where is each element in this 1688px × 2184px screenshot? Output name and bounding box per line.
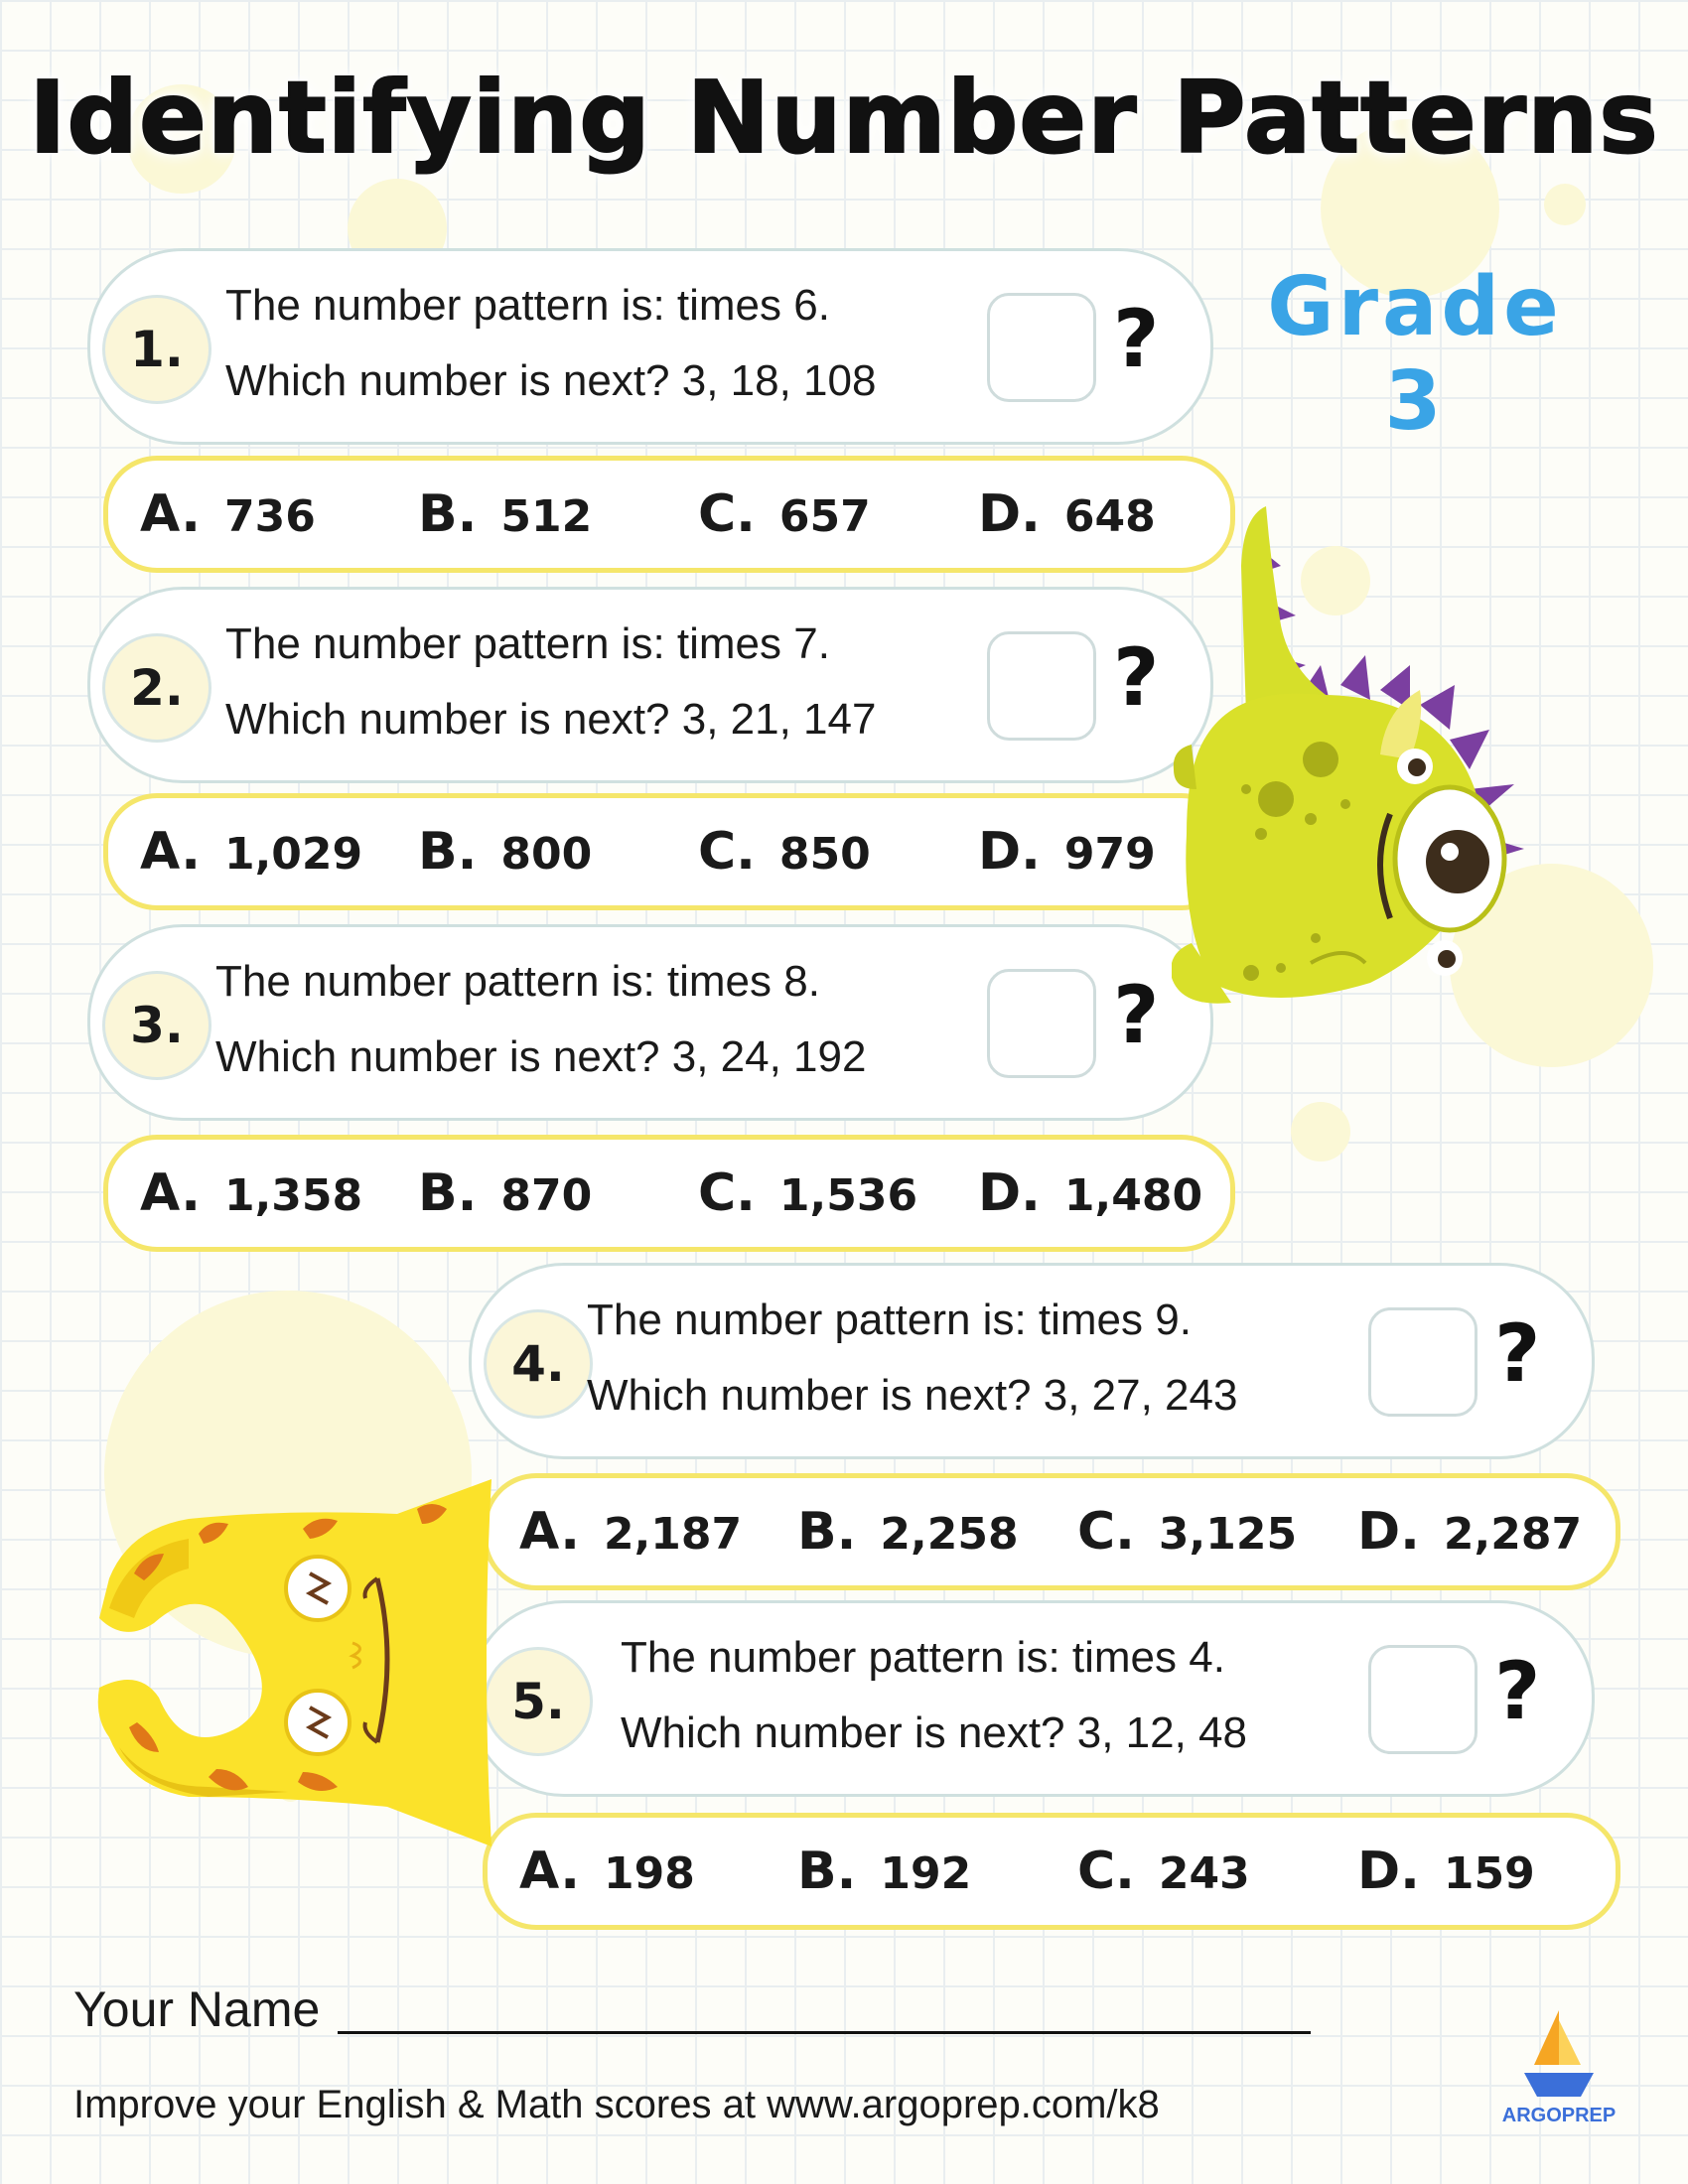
option-value: 243 [1158, 1848, 1250, 1899]
question-number: 2. [102, 633, 211, 743]
option-value: 850 [778, 829, 871, 880]
option-label: C. [1077, 1842, 1135, 1901]
option-c[interactable] [698, 798, 871, 905]
option-label: C. [1077, 1502, 1135, 1562]
option-label: C. [698, 1163, 756, 1223]
question-sequence: Which number is next? 3, 18, 108 [225, 356, 877, 405]
option-value: 1,029 [223, 829, 363, 880]
option-d[interactable] [978, 1140, 1202, 1247]
question-number: 3. [102, 971, 211, 1080]
option-value: 192 [880, 1848, 972, 1899]
option-label: A. [140, 822, 201, 882]
question-text: The number pattern is: times 7. [225, 619, 830, 668]
option-label: A. [140, 484, 201, 544]
question-mark: ? [1113, 631, 1160, 724]
option-d[interactable] [978, 798, 1156, 905]
question-3 [87, 924, 1213, 1121]
option-value: 736 [223, 491, 316, 542]
option-label: D. [1357, 1502, 1420, 1562]
question-sequence: Which number is next? 3, 27, 243 [587, 1371, 1238, 1420]
option-c[interactable] [1077, 1478, 1297, 1585]
answer-box[interactable] [1368, 1307, 1477, 1417]
option-value: 870 [500, 1170, 593, 1221]
question-1 [87, 248, 1213, 445]
option-value: 159 [1443, 1848, 1535, 1899]
options-row-1 [103, 456, 1235, 573]
question-mark: ? [1113, 969, 1160, 1061]
option-c[interactable] [1077, 1818, 1250, 1925]
answer-box[interactable] [987, 293, 1096, 402]
option-label: D. [978, 1163, 1041, 1223]
option-value: 657 [778, 491, 871, 542]
options-row-4 [483, 1473, 1620, 1590]
options-row-3 [103, 1135, 1235, 1252]
option-value: 2,258 [880, 1509, 1019, 1560]
option-label: C. [698, 822, 756, 882]
option-value: 2,187 [603, 1509, 743, 1560]
option-value: 1,536 [778, 1170, 918, 1221]
option-a[interactable] [519, 1478, 742, 1585]
option-a[interactable] [140, 461, 316, 568]
name-label: Your Name [73, 1981, 321, 2037]
option-b[interactable] [797, 1478, 1019, 1585]
question-sequence: Which number is next? 3, 24, 192 [215, 1032, 867, 1081]
question-text: The number pattern is: times 4. [621, 1633, 1225, 1682]
question-5 [469, 1600, 1595, 1797]
option-b[interactable] [418, 1140, 592, 1247]
question-number: 1. [102, 295, 211, 404]
option-value: 2,287 [1443, 1509, 1583, 1560]
option-b[interactable] [418, 461, 592, 568]
yellow-monster-illustration [89, 1469, 506, 1856]
option-label: A. [519, 1842, 580, 1901]
green-monster-illustration [1172, 506, 1628, 1042]
option-a[interactable] [519, 1818, 695, 1925]
background-blob [1291, 1102, 1350, 1161]
option-a[interactable] [140, 1140, 362, 1247]
option-value: 648 [1063, 491, 1156, 542]
option-label: D. [978, 484, 1041, 544]
answer-box[interactable] [1368, 1645, 1477, 1754]
option-value: 512 [500, 491, 593, 542]
option-label: A. [519, 1502, 580, 1562]
option-label: B. [418, 822, 478, 882]
question-text: The number pattern is: times 6. [225, 281, 830, 330]
question-number: 4. [484, 1309, 593, 1419]
answer-box[interactable] [987, 969, 1096, 1078]
option-value: 800 [500, 829, 593, 880]
option-c[interactable] [698, 461, 871, 568]
option-d[interactable] [978, 461, 1156, 568]
question-mark: ? [1113, 293, 1160, 385]
question-2 [87, 587, 1213, 783]
footer-text: Improve your English & Math scores at www.argoprep.com/k8 [73, 2083, 1160, 2126]
option-value: 1,480 [1063, 1170, 1203, 1221]
question-4 [469, 1263, 1595, 1459]
question-mark: ? [1494, 1307, 1541, 1400]
question-text: The number pattern is: times 8. [215, 957, 820, 1006]
option-b[interactable] [418, 798, 592, 905]
option-label: D. [1357, 1842, 1420, 1901]
question-sequence: Which number is next? 3, 12, 48 [621, 1708, 1247, 1757]
option-label: D. [978, 822, 1041, 882]
question-sequence: Which number is next? 3, 21, 147 [225, 695, 877, 744]
option-value: 979 [1063, 829, 1156, 880]
background-blob [1544, 184, 1586, 225]
options-row-5 [483, 1813, 1620, 1930]
option-d[interactable] [1357, 1478, 1582, 1585]
option-label: B. [418, 484, 478, 544]
option-a[interactable] [140, 798, 362, 905]
option-value: 1,358 [223, 1170, 363, 1221]
option-label: C. [698, 484, 756, 544]
name-input-line[interactable] [338, 2031, 1311, 2034]
option-label: A. [140, 1163, 201, 1223]
option-label: B. [797, 1842, 857, 1901]
option-label: B. [418, 1163, 478, 1223]
option-c[interactable] [698, 1140, 917, 1247]
option-value: 198 [603, 1848, 695, 1899]
option-value: 3,125 [1158, 1509, 1298, 1560]
option-d[interactable] [1357, 1818, 1535, 1925]
question-text: The number pattern is: times 9. [587, 1296, 1192, 1344]
answer-box[interactable] [987, 631, 1096, 741]
logo-wordmark: ARGOPREP [1501, 2105, 1617, 2126]
options-row-2 [103, 793, 1235, 910]
page-title: Identifying Number Patterns [29, 60, 1659, 176]
question-mark: ? [1494, 1645, 1541, 1737]
question-number: 5. [484, 1647, 593, 1756]
option-b[interactable] [797, 1818, 971, 1925]
grade-label: Grade 3 [1267, 260, 1563, 449]
option-label: B. [797, 1502, 857, 1562]
